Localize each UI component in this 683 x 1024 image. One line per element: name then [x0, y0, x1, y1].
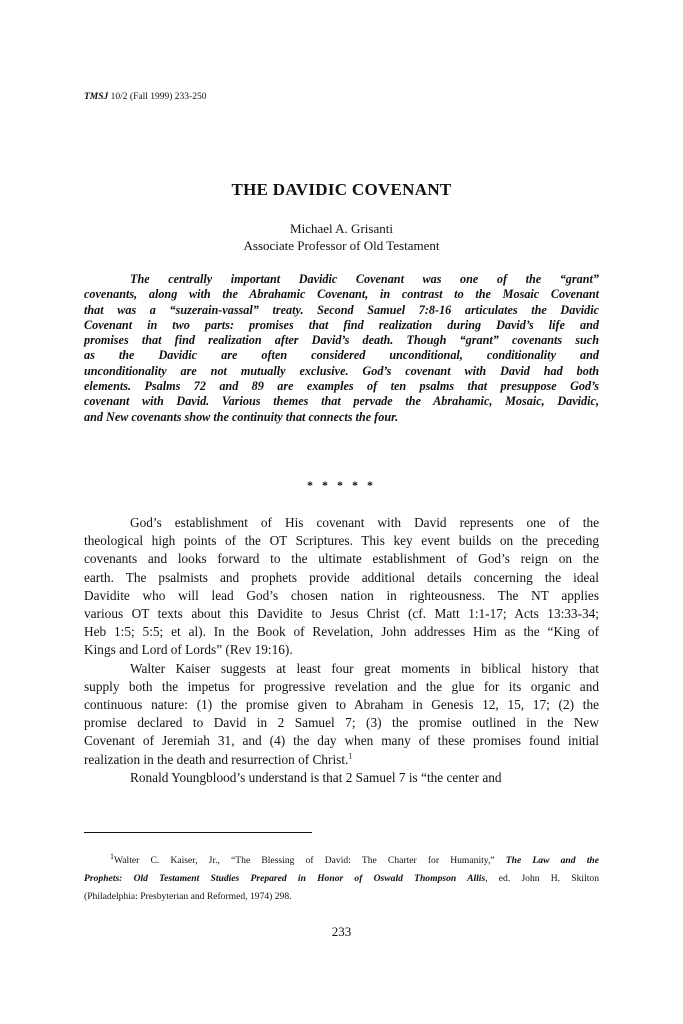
abstract-line: promises that find realization after David’s death. Though “grant” covenants such: [84, 333, 599, 348]
text-line: various OT texts about this Davidite to Jesus Christ (cf. Matt 1:1-17; Acts 13:33-34;: [84, 606, 599, 622]
text-line: covenants and looks forward to the ultimate establishment of God’s reign on the: [84, 551, 599, 567]
abstract-line: that was a “suzerain-vassal” treaty. Second Samuel 7:8-16 articulates the Davidic: [84, 302, 599, 317]
paragraph-3: [84, 769, 599, 787]
text-line: Kings and Lord of Lords” (Rev 19:16).: [84, 642, 293, 658]
paragraph-1: [84, 514, 599, 660]
abstract-line: elements. Psalms 72 and 89 are examples of ten psalms that presuppose God’s: [84, 379, 599, 394]
text-line-content: realization in the death and resurrection of Christ.: [84, 751, 349, 767]
paragraph-2: [84, 660, 599, 769]
text-line: theological high points of the OT Scriptures. This key event builds on the preceding: [84, 533, 599, 549]
author-position: Associate Professor of Old Testament: [243, 238, 440, 253]
page-number: 233: [331, 924, 352, 939]
footnote-line: (Philadelphia: Presbyterian and Reformed, 1974) 298.: [84, 891, 292, 902]
footnote: [84, 852, 599, 906]
text-line: continuous nature: (1) the promise given to Abraham in Genesis 12, 15, 17; (2) the: [84, 697, 599, 713]
text-line: earth. The psalmists and prophets provide additional details concerning the ideal: [84, 569, 599, 585]
section-separator: * * * * *: [307, 478, 376, 492]
footnote-divider: [84, 832, 312, 833]
text-line: supply both the impetus for progressive revelation and the glue for its organic and: [84, 678, 599, 694]
author-name: Michael A. Grisanti: [290, 221, 393, 236]
text-line: Covenant of Jeremiah 31, and (4) the day when many of these promises found initial: [84, 733, 599, 749]
author-block: [0, 220, 683, 254]
abstract-line: and New covenants show the continuity that connects the four.: [84, 409, 399, 424]
journal-citation: 10/2 (Fall 1999) 233-250: [110, 92, 207, 102]
abstract-line: as the Davidic are often considered unconditional, conditionality and: [84, 348, 599, 363]
abstract-line: Covenant in two parts: promises that find realization during David’s life and: [84, 317, 599, 332]
footnote-book-title: Prophets: Old Testament Studies Prepared in Honor of Oswald Thompson Allis: [84, 873, 486, 884]
running-head: [84, 92, 206, 102]
text-line: promise declared to David in 2 Samuel 7; (3) the promise outlined in the New: [84, 715, 599, 731]
footnote-reference[interactable]: 1: [348, 751, 353, 761]
abstract-line: unconditionality are not mutually exclusive. God’s covenant with David had both: [84, 363, 599, 378]
abstract-line: covenant with David. Various themes that pervade the Abrahamic, Mosaic, Davidic,: [84, 394, 599, 409]
footnote-marker: 1: [110, 851, 114, 861]
footnote-text: , ed. John H. Skilton: [485, 873, 599, 884]
footnote-line: [84, 852, 599, 870]
abstract-line: The centrally important Davidic Covenant was one of the “grant”: [130, 272, 599, 286]
text-line: [84, 751, 599, 769]
text-line: Heb 1:5; 5:5; et al). In the Book of Revelation, John addresses Him as the “King of: [84, 624, 599, 640]
text-line: Ronald Youngblood’s understand is that 2 Samuel 7 is “the center and: [130, 769, 502, 785]
journal-abbrev: TMSJ: [84, 92, 109, 102]
abstract-line: covenants, along with the Abrahamic Covenant, in contrast to the Mosaic Covenant: [84, 287, 599, 302]
text-line: God’s establishment of His covenant with David represents one of the: [130, 515, 599, 530]
text-line: Davidite who will lead God’s chosen nation in righteousness. The NT applies: [84, 587, 599, 603]
body-text: [84, 514, 599, 787]
abstract: [84, 272, 599, 425]
footnote-text: Walter C. Kaiser, Jr., “The Blessing of David: The Charter for Humanity,”: [114, 855, 495, 866]
footnote-book-title: The Law and the: [505, 855, 599, 866]
footnote-line: [84, 870, 599, 888]
article-title: THE DAVIDIC COVENANT: [231, 180, 452, 199]
text-line: Walter Kaiser suggests at least four great moments in biblical history that: [130, 660, 599, 676]
